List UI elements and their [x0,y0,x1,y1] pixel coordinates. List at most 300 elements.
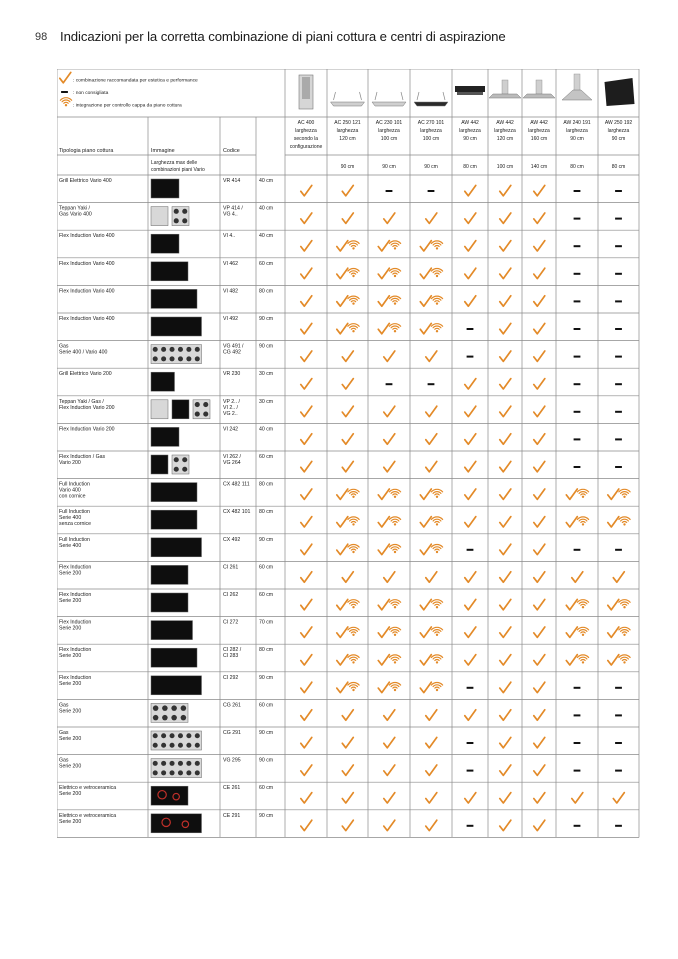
check-icon [500,765,511,775]
dash-icon [615,825,622,827]
hood-model-5: AW 442 [496,120,514,126]
header-codice: Codice [223,148,240,154]
row-21-type-0: Gas [59,757,69,764]
check-icon [301,655,312,665]
hood-image-hood-black-inclined [605,78,635,106]
dash-icon [615,411,622,413]
check-icon [465,489,476,499]
check-icon [342,765,353,775]
check-icon [301,489,312,499]
row-6-code-1: CG 492 [223,349,241,356]
row-12-type-2: senza cornice [59,521,92,528]
dash-icon [574,328,581,330]
dash-icon [467,328,474,330]
wifi-icon [389,600,400,609]
row-18-code-0: CI 292 [223,674,239,681]
dash-icon [574,356,581,358]
check-icon [534,351,545,361]
check-icon [465,793,476,803]
check-icon [534,682,545,692]
row-17-code-1: CI 283 [223,653,239,660]
check-icon [534,793,545,803]
check-icon [384,213,395,223]
check-icon [301,323,312,333]
wifi-icon [348,517,359,526]
dash-icon [467,770,474,772]
check-icon [426,406,437,416]
wifi-icon [619,489,630,498]
check-icon [572,572,583,582]
row-16-type-0: Flex Induction [59,619,92,626]
row-6-code-0: VG 491 / [223,343,244,350]
dash-icon [615,218,622,220]
dash-icon [574,218,581,220]
cooktop-image-flex-ci261 [151,565,188,584]
check-icon [301,379,312,389]
dash-icon [574,190,581,192]
cooktop-image-induction-90 [151,317,202,336]
check-icon [378,655,389,665]
dash-icon [615,356,622,358]
row-2-code-0: VI 4.. [223,233,236,240]
hood-model-3: AC 270 101 [417,120,445,126]
cooktop-image-gas-30 [193,400,210,419]
wifi-icon [431,296,442,305]
row-9-type-0: Flex Induction Vario 200 [59,426,115,433]
check-icon [301,820,312,830]
dash-icon [615,328,622,330]
check-icon [534,461,545,471]
hood-image-hood-glass-black [414,92,448,106]
row-4-type-0: Flex Induction Vario 400 [59,288,115,295]
row-20-type-0: Gas [59,730,69,736]
check-icon [337,517,348,527]
cooktop-image-gas-vg295 [151,759,202,778]
check-icon [342,351,353,361]
cooktop-image-induction-60-200 [151,455,168,474]
cooktop-image-flex-ci292 [151,676,202,695]
hood-model-2: AC 230 101 [375,120,403,126]
check-icon [534,710,545,720]
check-icon [378,599,389,609]
dash-icon [574,273,581,275]
cooktop-image-full-induction-frameless [151,510,197,529]
check-icon [500,185,511,195]
dash-icon [615,245,622,247]
check-icon [465,268,476,278]
hood-sub-1-1: 120 cm [339,136,356,142]
check-icon [465,296,476,306]
check-icon [534,185,545,195]
check-icon [378,489,389,499]
hood-sub-6-0: larghezza [528,128,550,134]
check-icon [378,682,389,692]
wifi-icon [577,600,588,609]
check-icon [384,572,395,582]
row-15-type-1: Serie 200 [59,598,82,604]
hood-sub-8-0: larghezza [607,128,630,134]
check-icon [337,296,348,306]
check-icon [426,351,437,361]
check-icon [342,820,353,830]
cooktop-image-induction-30 [172,400,189,419]
row-22-code-0: CE 261 [223,785,241,792]
wifi-icon [348,296,359,305]
dash-icon [467,825,474,827]
check-icon [465,406,476,416]
check-icon [465,599,476,609]
wifi-icon [389,655,400,664]
check-icon [465,572,476,582]
dash-icon [615,383,622,385]
dash-icon [574,714,581,716]
row-23-code-0: CE 291 [223,812,241,819]
dash-icon [574,466,581,468]
row-14-code-0: CI 261 [223,564,239,571]
dash-icon [574,825,581,827]
wifi-icon [431,545,442,554]
check-icon [465,627,476,637]
check-icon [500,461,511,471]
check-icon [465,185,476,195]
check-icon [566,627,577,637]
cooktop-image-flex-ci262 [151,593,188,612]
check-icon [301,793,312,803]
wifi-icon [348,683,359,692]
check-icon [465,710,476,720]
row-11-type-1: Vario 400 [59,487,81,494]
check-icon [534,434,545,444]
wifi-icon [619,655,630,664]
check-icon [566,655,577,665]
check-icon [608,627,619,637]
hood-sub-0-2: configurazione [289,144,323,150]
dash-icon [386,190,393,192]
row-2-width: 40 cm [259,233,274,240]
dash-icon [574,770,581,772]
check-icon [500,379,511,389]
row-14-type-0: Flex Induction [59,564,92,571]
hood-sub-0-0: larghezza [295,128,317,134]
page-title: Indicazioni per la corretta combinazione di piani cottura e centri di aspirazione [60,29,506,44]
check-icon [500,655,511,665]
cooktop-image-full-induction-frame [151,483,197,502]
header-tipologia: Tipologia piano cottura [59,148,114,154]
row-15-code-0: CI 262 [223,592,239,598]
wifi-icon [431,683,442,692]
check-icon [384,406,395,416]
check-icon [500,517,511,527]
wifi-icon [389,269,400,278]
check-icon [500,351,511,361]
check-icon [608,489,619,499]
row-3-width: 60 cm [259,260,274,267]
wifi-icon [431,269,442,278]
wifi-icon [348,489,359,498]
row-23-type-0: Elettrico e vetroceramica [59,812,117,819]
wifi-icon [348,241,359,250]
check-icon [420,655,431,665]
check-icon [534,737,545,747]
row-1-type-1: Gas Vario 400 [59,211,92,218]
hood-model-6: AW 442 [530,120,548,126]
cooktop-image-induction-80 [151,289,197,308]
check-icon [301,710,312,720]
check-icon [342,461,353,471]
check-icon [534,544,545,554]
row-7-code-0: VR 230 [223,371,241,378]
hood-width-6: 140 cm [530,164,548,170]
page-number: 98 [35,31,48,43]
check-icon [301,599,312,609]
row-20-width: 90 cm [259,730,274,736]
cooktop-image-full-induction-90 [151,538,202,557]
row-13-code-0: CX 492 [223,536,241,543]
hood-width-7: 80 cm [570,164,584,170]
dash-icon [574,300,581,302]
check-icon [378,323,389,333]
cooktop-image-grill-narrow [151,179,179,198]
hood-width-3: 90 cm [424,164,438,170]
hood-sub-1-0: larghezza [336,128,359,134]
check-icon [500,682,511,692]
check-icon [301,765,312,775]
hood-sub-3-0: larghezza [420,128,442,134]
row-6-type-0: Gas [59,343,69,350]
row-1-width: 40 cm [259,205,274,212]
hood-sub-2-0: larghezza [378,128,400,134]
check-icon [566,489,577,499]
row-11-type-2: con cornice [59,493,86,500]
check-icon [378,296,389,306]
check-icon [337,268,348,278]
row-18-type-1: Serie 200 [59,680,82,687]
wifi-icon [389,296,400,305]
cooktop-image-ceramic-ce291 [151,814,202,833]
check-icon [384,710,395,720]
check-icon [301,461,312,471]
check-icon [608,655,619,665]
check-icon [337,323,348,333]
check-icon [426,213,437,223]
cooktop-image-induction-40 [151,427,179,446]
wifi-icon [577,517,588,526]
check-icon [500,793,511,803]
check-icon [420,241,431,251]
row-3-type-0: Flex Induction Vario 400 [59,260,115,267]
check-icon [342,737,353,747]
legend-wifi-text: : integrazione per controllo cappa da piano cottura [73,103,182,109]
row-17-type-0: Flex Induction [59,647,92,654]
check-icon [426,710,437,720]
wifi-icon [619,600,630,609]
hood-image-hood-steel-chimney [562,74,592,100]
check-icon [301,627,312,637]
check-icon [613,793,624,803]
check-icon [420,296,431,306]
row-20-code-0: CG 291 [223,730,241,736]
row-5-type-0: Flex Induction Vario 400 [59,316,115,322]
cooktop-image-teppan-steel [151,207,168,226]
hood-image-hood-wall-chimney-wide [523,80,555,98]
hood-sub-6-1: 160 cm [530,136,548,142]
hood-sub-7-1: 90 cm [570,136,584,142]
wifi-icon [619,517,630,526]
check-icon [534,599,545,609]
dash-icon [615,549,622,551]
legend-check-icon [60,72,71,82]
check-icon [301,351,312,361]
check-icon [566,599,577,609]
row-16-type-1: Serie 200 [59,625,82,632]
check-icon [342,572,353,582]
cooktop-image-flex-ci272 [151,621,193,640]
row-18-type-0: Flex Induction [59,674,92,681]
row-5-code-0: VI 492 [223,316,238,322]
dash-icon [574,742,581,744]
check-icon [500,323,511,333]
check-icon [465,434,476,444]
check-icon [301,517,312,527]
check-icon [500,710,511,720]
check-icon [534,765,545,775]
check-icon [420,544,431,554]
dash-icon [386,383,393,385]
check-icon [608,599,619,609]
check-icon [378,544,389,554]
row-12-type-0: Full Induction [59,509,90,516]
row-18-width: 90 cm [259,674,274,681]
check-icon [301,737,312,747]
wifi-icon [389,627,400,636]
check-icon [534,241,545,251]
row-0-code-0: VR 414 [223,178,241,184]
check-icon [534,517,545,527]
check-icon [500,213,511,223]
check-icon [534,572,545,582]
dash-icon [615,714,622,716]
row-7-width: 30 cm [259,371,274,378]
hood-model-8: AW 250 192 [604,120,633,126]
row-0-width: 40 cm [259,178,274,184]
hood-image-hood-column [299,75,313,109]
wifi-icon [431,627,442,636]
cooktop-image-induction-60 [151,262,188,281]
row-8-type-1: Flex Induction Vario 200 [59,404,115,411]
hood-model-0: AC 400 [297,120,315,126]
check-icon [534,406,545,416]
header-larghezza-line1: Larghezza max delle [151,160,198,166]
row-6-width: 90 cm [259,343,274,350]
dash-icon [615,190,622,192]
check-icon [384,434,395,444]
check-icon [426,737,437,747]
hood-sub-4-0: larghezza [459,128,481,134]
row-17-code-0: CI 282 / [223,647,242,654]
row-10-width: 60 cm [259,454,274,460]
wifi-icon [431,517,442,526]
wifi-icon [389,517,400,526]
check-icon [301,544,312,554]
check-icon [301,434,312,444]
check-icon [500,820,511,830]
dash-icon [428,190,435,192]
check-icon [465,241,476,251]
check-icon [608,517,619,527]
check-icon [465,379,476,389]
row-1-type-0: Teppan Yaki / [59,205,90,212]
row-14-type-1: Serie 200 [59,570,82,577]
dash-icon [574,383,581,385]
check-icon [301,296,312,306]
check-icon [500,489,511,499]
hood-sub-2-1: 100 cm [380,136,398,142]
wifi-icon [348,324,359,333]
row-8-width: 30 cm [259,398,274,405]
row-8-type-0: Teppan Yaki / Gas / [59,398,104,405]
dash-icon [574,687,581,689]
check-icon [342,710,353,720]
dash-icon [615,466,622,468]
hood-sub-5-0: larghezza [494,128,516,134]
cooktop-image-induction-narrow [151,234,179,253]
wifi-icon [389,545,400,554]
row-14-width: 60 cm [259,564,274,571]
wifi-icon [619,627,630,636]
wifi-icon [348,600,359,609]
hood-model-7: AW 240 191 [563,120,591,126]
dash-icon [615,742,622,744]
check-icon [426,765,437,775]
row-3-code-0: VI 462 [223,260,238,267]
check-icon [420,682,431,692]
wifi-icon [431,241,442,250]
dash-icon [574,549,581,551]
row-23-type-1: Serie 200 [59,818,82,825]
check-icon [337,655,348,665]
row-19-type-0: Gas [59,702,69,709]
row-13-type-0: Full Induction [59,536,90,543]
check-icon [342,185,353,195]
check-icon [500,406,511,416]
check-icon [426,434,437,444]
check-icon [301,241,312,251]
check-icon [566,517,577,527]
check-icon [378,241,389,251]
row-1-code-0: VP 414 / [223,205,243,212]
check-icon [534,655,545,665]
cooktop-image-flex-ci282 [151,648,197,667]
dash-icon [615,273,622,275]
wifi-icon [348,269,359,278]
check-icon [301,185,312,195]
check-icon [500,627,511,637]
row-11-width: 80 cm [259,481,274,488]
row-22-type-0: Elettrico e vetroceramica [59,785,117,792]
legend-recommended-text: : combinazione raccomandata per estetica e performance [73,78,198,84]
check-icon [534,296,545,306]
wifi-icon [348,655,359,664]
hood-image-hood-flat-long [331,92,365,106]
dash-icon [615,687,622,689]
row-10-type-1: Vario 200 [59,460,81,466]
row-19-width: 60 cm [259,702,274,709]
check-icon [500,268,511,278]
header-immagine: Immagine [151,148,175,154]
check-icon [465,213,476,223]
check-icon [301,268,312,278]
check-icon [301,572,312,582]
